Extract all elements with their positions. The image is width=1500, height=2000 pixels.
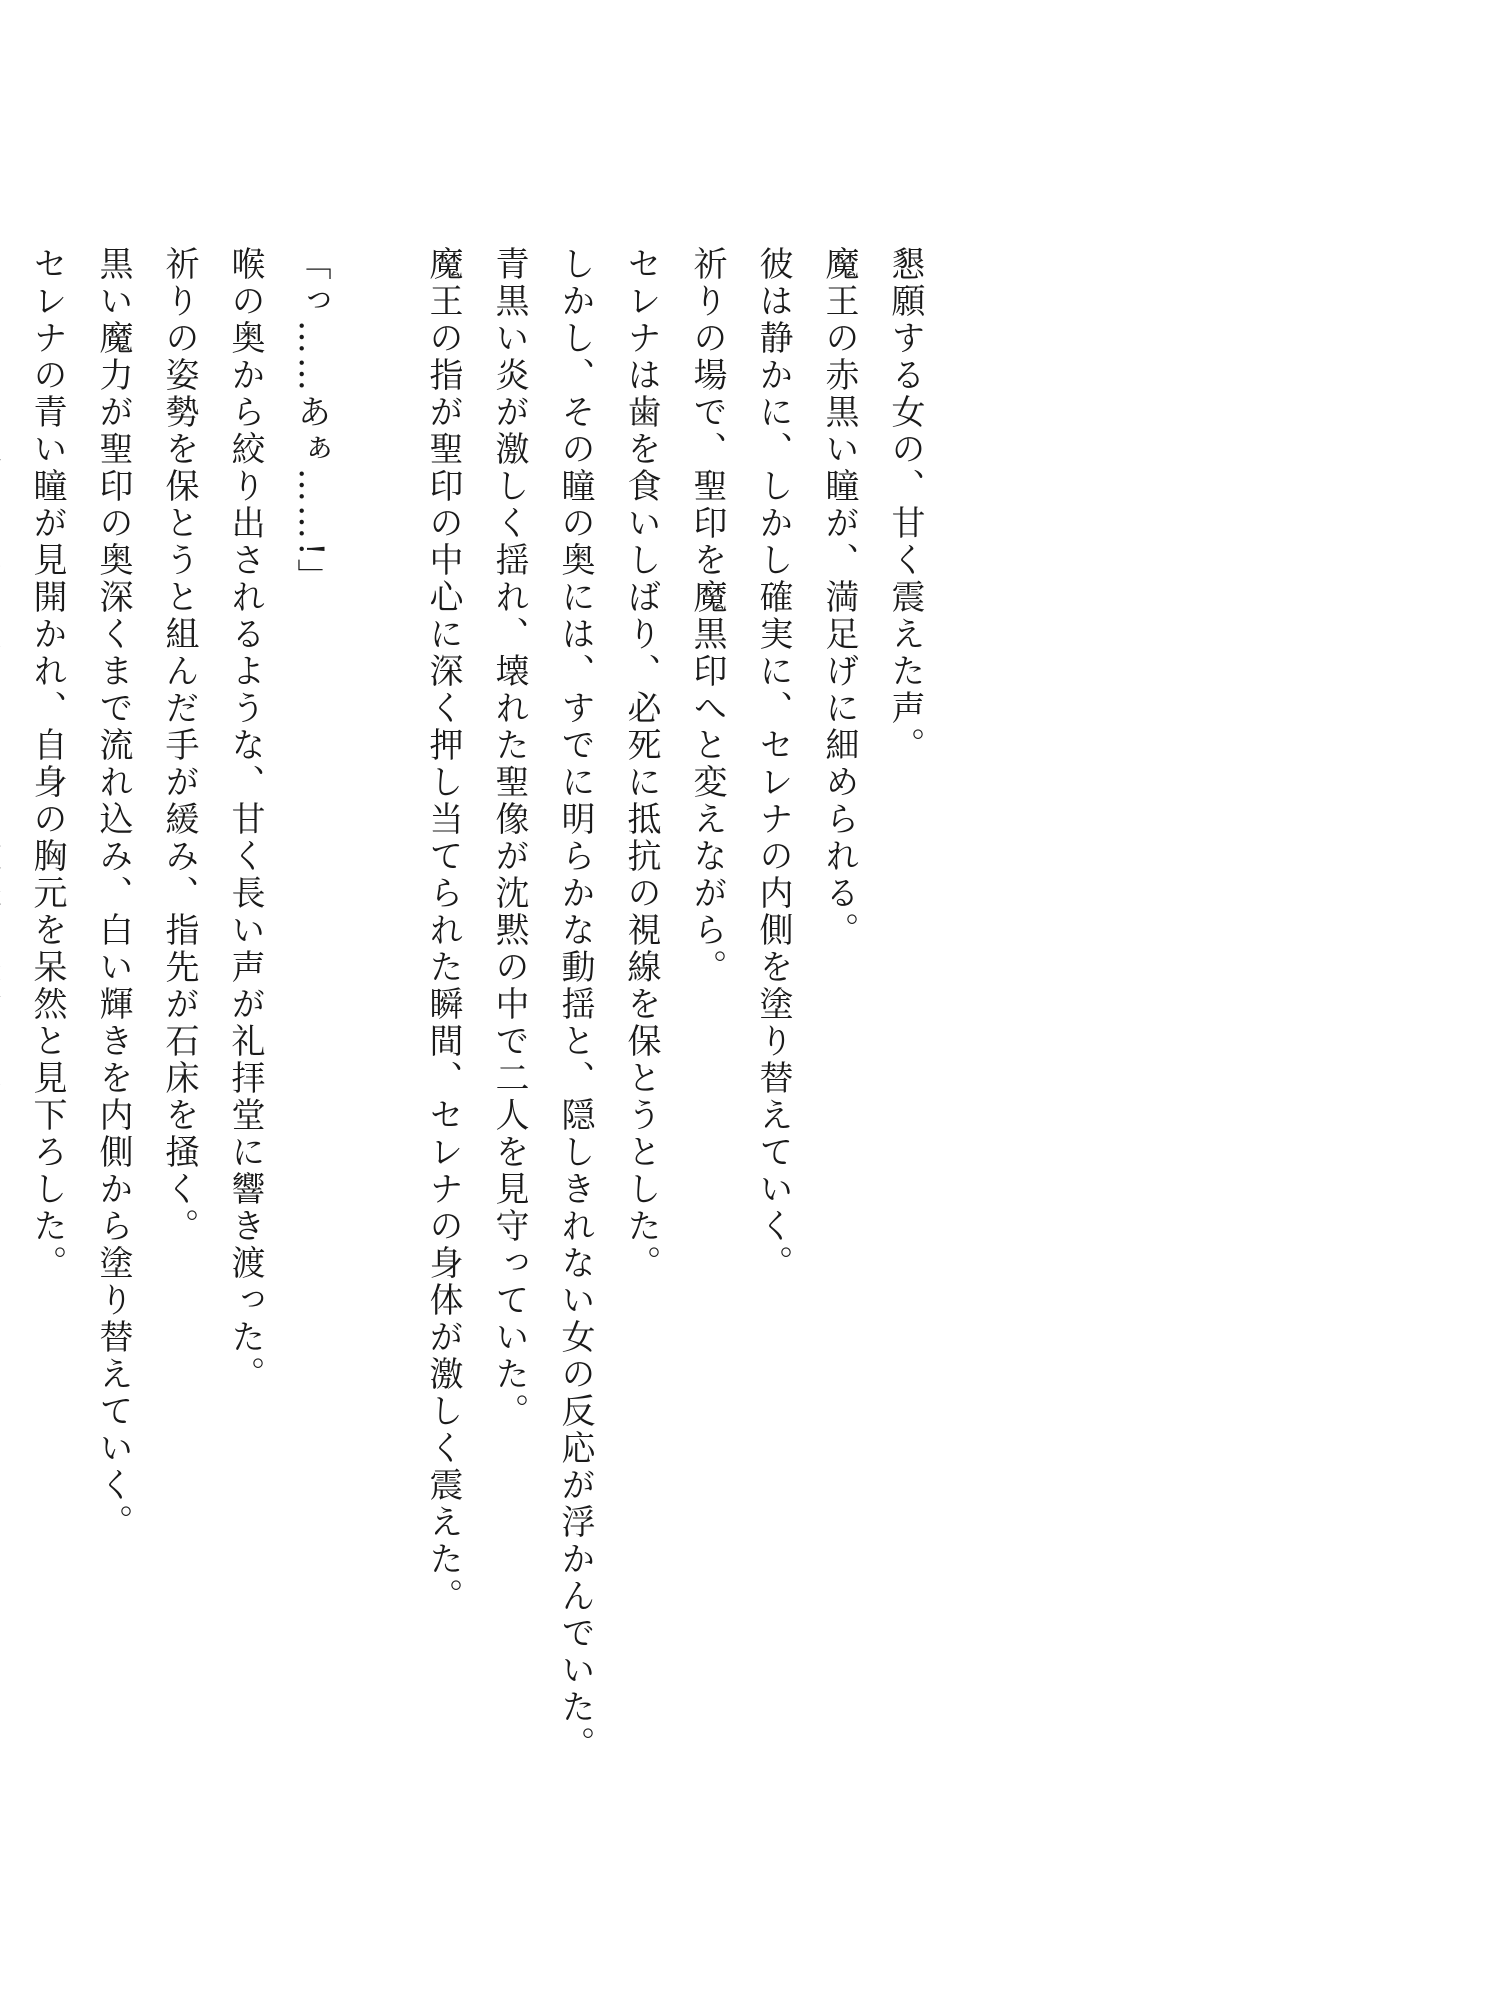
text-line: 彼は静かに、しかし確実に、セレナの内側を塗り替えていく。: [753, 246, 793, 1282]
text-line: 懇願する女の、甘く震えた声。: [885, 246, 925, 764]
text-line: 祈りの姿勢を保とうと組んだ手が緩み、指先が石床を掻く。: [159, 246, 199, 1245]
text-line: 青黒い炎が激しく揺れ、壊れた聖像が沈黙の中で二人を見守っていた。: [489, 246, 529, 1430]
text-line: セレナは歯を食いしばり、必死に抵抗の視線を保とうとした。: [621, 246, 661, 1282]
text-line: 黒い魔力が聖印の奥深くまで流れ込み、白い輝きを内側から塗り替えていく。: [93, 246, 133, 1541]
text-line: しかし、その瞳の奥には、すでに明らかな動揺と、隠しきれない女の反応が浮かんでいた。: [555, 246, 595, 1763]
text-line: セレナの青い瞳が見開かれ、自身の胸元を呆然と見下ろした。: [27, 246, 67, 1282]
text-line: 魔王の指が聖印の中心に深く押し当てられた瞬間、セレナの身体が激しく震えた。: [423, 246, 463, 1615]
text-line: 喉の奥から絞り出されるような、甘く長い声が礼拝堂に響き渡った。: [225, 246, 265, 1393]
text-line: [0, 246, 14, 1706]
vertical-text-block: [0, 246, 938, 1763]
text-line: 魔王の赤黒い瞳が、満足げに細められる。: [819, 246, 859, 949]
blank-line: [344, 246, 410, 1706]
dialogue-line: 「っ……あぁ……!」: [291, 246, 331, 596]
text-line: 祈りの場で、聖印を魔黒印へと変えながら。: [687, 246, 727, 986]
